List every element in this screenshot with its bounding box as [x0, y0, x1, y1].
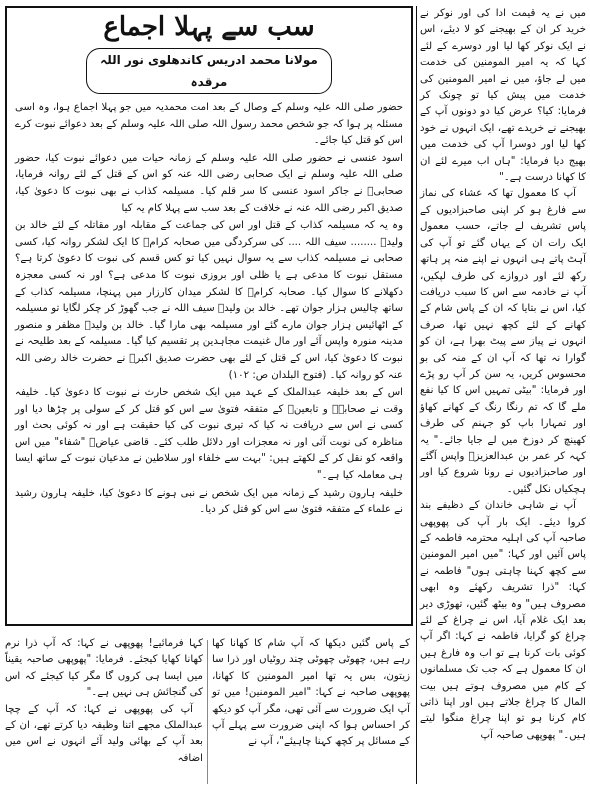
bottom-middle-paragraph: کے پاس گئیں دیکھا کہ آپ شام کا کھانا کھا رہے ہیں، چھوٹی چھوٹی چند روٹیاں اور ذرا سا زیتون، بس یہ تھا امیر المومنین کا کھانا، پھوپھی صاحبہ نے کہا: "امیر المومنین! میں تو آپ ایک ضرورت سے آئی تھی، مگر آپ کو دیکھ کر احساس ہوا کہ اپنی ضرورت سے پہلے آپ کے مسائل پر کچھ کہنا چاہیئے"، آپ نے: [212, 638, 410, 748]
article-paragraph-1: حضور صلی اللہ علیہ وسلم کے وصال کے بعد امت محمدیہ میں جو پہلا اجماع ہوا، وہ اسی مسئلہ پر ہوا کہ جو شخص محمد رسول اللہ صلی اللہ علیہ وسلم کے بعد دعوائے نبوت کرے اس کو قتل کیا جائے۔: [15, 102, 403, 147]
bottom-left-paragraph-2: آپ کی پھوپھی نے کہا: کہ آپ کے چچا عبدالملک مجھے اتنا وظیفہ دیا کرتے تھے، ان کے بعد آپ کے بھائی ولید آئے انہوں نے اس میں اضافہ: [5, 703, 203, 764]
column-divider: [416, 6, 417, 784]
bottom-column-divider: [207, 640, 208, 784]
bottom-left-column: [5, 636, 203, 786]
article-paragraph-3: وہ یہ کہ مسیلمہ کذاب کے قتل اور اس کی جماعت کے مقابلہ اور مقاتلہ کے لئے خالد بن ولیدؓ ........ سیف اللہ .... کی سرکردگی میں صحابہ کرامؓ کا ایک لشکر روانہ کیا، کسی صحابی نے مسیلمہ کذاب سے یہ سوال نہیں کیا تو کس قسم کی نبوت کا دعویٰ کرتا ہے؟ مستقل نبوت کا مدعی ہے یا ظلی اور بروزی نبوت کا مدعی ہے؟ اور نہ کسی معجزہ دکھلانے کا سوال کیا۔ صحابہ کرامؓ کا لشکر میدان کارزار میں پہنچا، مسیلمہ کذاب کے ساتھ چالیس ہزار جوان تھے۔ خالد بن ولیدؓ سیف اللہ نے جب گھوڑ کر چکر لگایا تو مسیلمہ کے اٹھائیس ہزار جوان مارے گئے اور مسیلمہ بھی مارا گیا۔ خالد بن ولیدؓ مظفر و منصور مدینہ منورہ واپس آئے اور مال غنیمت مجاہدین پر تقسیم کیا گیا۔ مسیلمہ کے بعد طلیحہ نے نبوت کا دعویٰ کیا، اس کے قتل کے لئے بھی حضرت صدیق اکبرؓ نے حضرت خالد رضی اللہ عنہ کو روانہ کیا۔ (فتوح البلدان ص: ۱۰۲): [15, 220, 403, 381]
article-paragraph-5: خلیفہ ہارون رشید کے زمانہ میں ایک شخص نے نبی ہونے کا دعویٰ کیا، خلیفہ ہارون رشید نے علماء کے متفقہ فتویٰ سے اس کو قتل کر دیا۔: [15, 487, 403, 516]
right-col-paragraph-1: میں نے یہ قیمت ادا کی اور نوکر نے خرید کر ان کے بھیجنے کو لا دیئے، اس نے ایک نوکر کھا لیا اور دوسرے کے لئے کہا کہ یہ امیر المومنین کی خدمت میں لے جاؤ، میں نے امیر المومنین کی خدمت میں پیش کیا تو چونک کر فرمایا: کیا؟ عرض کیا دو دونوں آپ کے بھیجنے نے خریدے تھے، ایک انہوں نے خود کھا لیا اور دوسرا آپ کی خدمت میں بھیج دیا فرمایا: "ہاں اب میرے لئے ان کا کھانا درست ہے۔": [420, 8, 586, 184]
article-title: سب سے پہلا اجماع: [103, 12, 315, 42]
bottom-left-paragraph-1: کہا فرمائیے! پھوپھی نے کہا: کہ آپ ذرا نرم کھانا کھایا کیجئے۔ فرمایا: "پھوپھی صاحبہ یقیناً میں ایسا ہی کروں گا مگر کیا کیجئے کہ اس کی گنجائش ہی نہیں ہے۔": [5, 638, 203, 699]
bottom-middle-column: [212, 636, 410, 786]
article-body: [7, 98, 411, 519]
right-col-paragraph-3: آپ نے شاہی خاندان کے دظیفے بند کروا دیئے۔ ایک بار آپ کی پھوپھی صاحبہ آپ کی اہلیہ محترمہ فاطمہ کے پاس آئیں اور کہا: "میں امیر المومنین سے کچھ کہنا چاہتی ہوں" فاطمہ نے کہا: "ذرا تشریف رکھئے وہ ابھی مصروف ہیں" وہ بیٹھ گئیں، تھوڑی دیر بعد ایک غلام آیا، اس نے چراغ کے لئے چراغ کو گرایا، فاطمہ نے کہا: اگر آپ کوئی بات کرنا ہے تو اب وہ فارغ ہیں ان کا معمول ہے کہ جب تک مسلمانوں کے کام میں مصروف ہوتے ہیں بیت المال کا چراغ جلاتے ہیں اور اپنا ذاتی کام کرنا ہو تو اپنا چراغ منگوا لیتے ہیں۔" پھوپھی صاحبہ آپ: [420, 500, 586, 741]
right-col-paragraph-2: آپ کا معمول تھا کہ عشاء کی نماز سے فارغ ہو کر اپنی صاحبزادیوں کے پاس تشریف لے جاتے، حسب معمول ایک رات ان کے یہاں گئے تو آپ کی آہٹ پاتے ہی انہوں نے اپنے منہ پر ہاتھ رکھ لئے اور دروازے کی طرف لپکیں، آپ نے خادمہ سے اس کا سبب دریافت کیا، اس نے بتایا کہ ان کے پاس شام کے کھانے کے لئے کچھ نہیں تھا، صرف انہوں نے پیاز سے پیٹ بھرا ہے، ان کو گوارا نہ تھا کہ آپ ان کے منہ کی بو محسوس کریں، یہ سن کر آپ رو پڑے اور فرمایا: "بیٹی تمہیں اس کا کیا نفع ملے گا کہ تم رنگا رنگ کے کھانے کھاؤ اور تمہارا باپ کو جہنم کی طرف کھینچ کر دوزخ میں لے جایا جائے۔" یہ کہہ کر عمر بن عبدالعزیزؒ واپس آگئے اور صاحبزادیوں نے رونا شروع کیا اور ہچکیاں نکل گئیں۔: [420, 188, 586, 495]
right-column: [420, 6, 586, 787]
article-byline: مولانا محمد ادریس کاندھلوی نور اللہ مرقدہ: [86, 48, 332, 94]
article-paragraph-2: اسود عنسی نے حضور صلی اللہ علیہ وسلم کے زمانہ حیات میں دعوائے نبوت کیا، حضور صلی اللہ علیہ وسلم نے ایک صحابی رضی اللہ عنہ کو اس کے قتل کے لئے روانہ فرمایا، صحابیؓ نے جاکر اسود عنسی کا سر قلم کیا۔ مسیلمہ کذاب نے بھی نبوت کا دعویٰ کیا، صدیق اکبر رضی اللہ عنہ نے خلافت کے بعد سب سے پہلا کام یہ کیا: [15, 152, 403, 214]
article-paragraph-4: اس کے بعد خلیفہ عبدالملک کے عہد میں ایک شخص حارث نے نبوت کا دعویٰ کیا۔ خلیفہ وقت نے صحابہؓ و تابعینؒ کے متفقہ فتویٰ سے اس کو قتل کر کے سولی پر چڑھا دیا اور کسی نے اس سے دریافت نہ کیا کہ تیری نبوت کی کیا حقیقت ہے اور نہ کوئی بحث اور مناظرہ کی نوبت آئی اور نہ معجزات اور دلائل طلب کئے۔ قاضی عیاضؒ "شفاء" میں اس واقعہ کو نقل کر کے لکھتے ہیں: "بہت سے خلفاء اور سلاطین نے مدعیان نبوت کے ساتھ ایسا ہی معاملہ کیا ہے۔": [15, 387, 403, 482]
article-box: [5, 6, 413, 626]
